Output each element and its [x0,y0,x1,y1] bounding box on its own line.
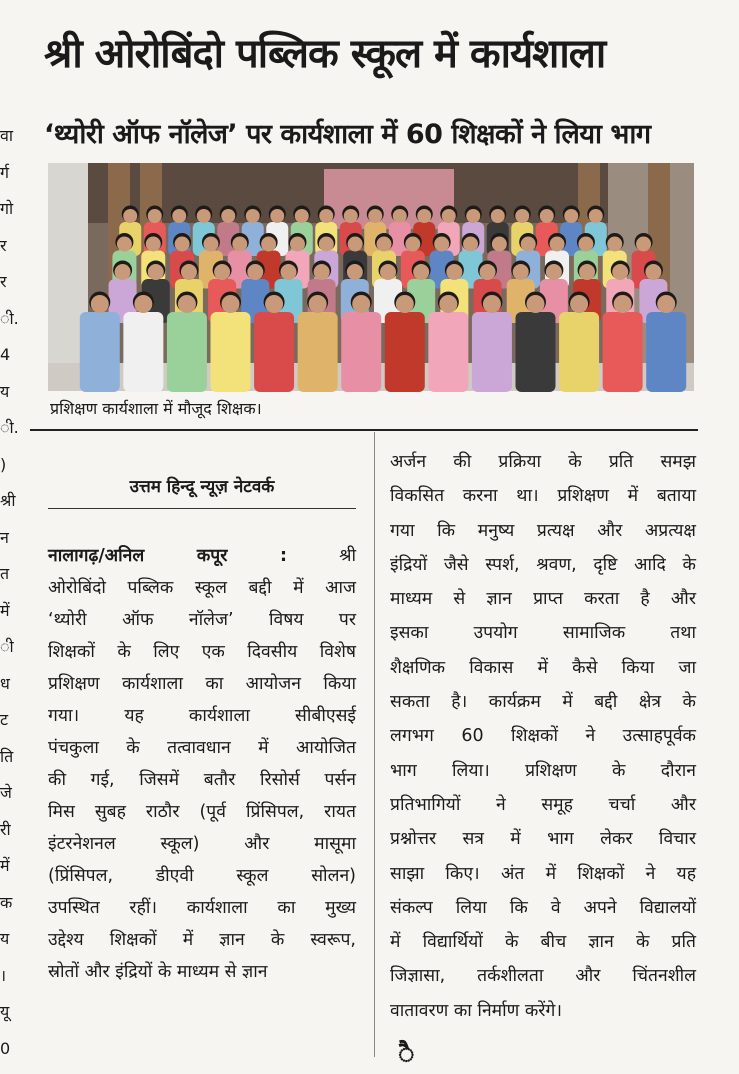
person-face [570,295,588,313]
person-face [261,237,276,252]
article-text-line: उपस्थित रहीं। कार्यशाला का मुख्य [48,898,356,918]
person-face [396,295,414,313]
article-text-line: साझा किए। अंत में शिक्षकों ने यह [390,863,696,884]
photo-caption: प्रशिक्षण कार्यशाला में मौजूद शिक्षक। [50,399,262,418]
person-face [270,209,284,223]
article-text-line: वातावरण का निर्माण करेंगे। [390,1000,562,1021]
article-column-right [390,445,696,1028]
person-figure [341,312,381,392]
person-face [309,295,327,313]
person-face [295,209,309,223]
person-figure [123,312,163,392]
person-face [480,264,496,280]
person-face [380,264,396,280]
person-face [527,295,545,313]
person-face [579,264,595,280]
adjacent-column-text: ति [0,746,14,766]
article-text-line: इंटरनेशनल स्कूल) और मासूमा [48,834,356,854]
person-figure [167,312,207,392]
article-text-line: प्रश्नोत्तर सत्र में भाग लेकर विचार [390,829,696,850]
person-figure [516,312,556,392]
article-text-line: में विद्यार्थियों के बीच ज्ञान के प्रति [390,932,696,953]
byline: उत्तम हिन्दू न्यूज़ नेटवर्क [129,477,275,497]
person-figure [428,312,468,392]
article-text-line: ‘थ्योरी ऑफ नॉलेज’ विषय पर [48,610,356,630]
person-face [91,295,109,313]
person-face [348,237,363,252]
article-text-line: पंचकुला के तत्वावधान में आयोजित [48,738,356,758]
article-text-line: संकल्प लिया कि वे अपने विद्यालयों [390,897,696,918]
person-face [442,209,456,223]
person-face [393,209,407,223]
person-face [352,295,370,313]
person-face [246,209,260,223]
article-text-line: लगभग 60 शिक्षकों ने उत्साहपूर्वक [390,726,696,747]
person-face [589,209,603,223]
person-face [265,295,283,313]
page-headline: श्री ओरोबिंदो पब्लिक स्कूल में कार्यशाला [44,31,606,77]
person-face [148,209,162,223]
person-face [417,209,431,223]
adjacent-column-text: य [0,381,10,401]
person-face [491,209,505,223]
group-photo [48,163,694,391]
article-text-line: विकसित करना था। प्रशिक्षण में बताया [390,486,696,507]
person-face [612,264,628,280]
person-face [564,209,578,223]
adjacent-column-text: क [0,892,13,912]
person-face [607,237,622,252]
person-face [123,209,137,223]
person-figure [603,312,643,392]
article-text-line: शिक्षकों के लिए एक दिवसीय विशेष [48,642,356,662]
person-face [614,295,632,313]
person-face [636,237,651,252]
adjacent-column-fragment [0,118,18,1067]
person-figure [211,312,251,392]
adjacent-column-text: 0 [0,1038,11,1058]
article-text-line: इसका उपयोग सामाजिक तथा [390,623,696,644]
person-face [181,264,197,280]
adjacent-column-text: ) [0,454,7,474]
person-face [439,295,457,313]
person-face [290,237,305,252]
person-face [540,209,554,223]
article-text-line: गया कि मनुष्य प्रत्यक्ष और अप्रत्यक्ष [390,520,696,541]
article-text-line: स्रोतों और इंद्रियों के माध्यम से ज्ञान [48,962,268,982]
adjacent-column-text: र्ग [0,162,10,182]
person-face [146,237,161,252]
article-text-line: अर्जन की प्रक्रिया के प्रति समझ [390,452,696,472]
person-face [515,209,529,223]
group-photo-illustration [48,163,694,391]
article-text-line: सकता है। कार्यक्रम में बद्दी क्षेत्र के [390,692,696,713]
adjacent-column-text: ी. [0,308,19,328]
person-figure [254,312,294,392]
adjacent-column-text: 4 [0,345,11,364]
adjacent-column-text: गो [0,199,14,218]
person-face [657,295,675,313]
article-text-line: जिज्ञासा, तर्कशीलता और चिंतनशील [390,966,696,987]
person-face [178,295,196,313]
person-face [344,209,358,223]
person-figure [472,312,512,392]
article-column-left [48,540,356,988]
person-face [446,264,462,280]
article-text-line: शैक्षणिक विकास में कैसे किया जा [390,657,696,678]
person-figure [298,312,338,392]
person-face [578,237,593,252]
person-face [172,209,186,223]
adjacent-column-text: में [0,856,10,875]
person-figure [646,312,686,392]
person-face [134,295,152,313]
article-text-line: उद्देश्य शिक्षकों में ज्ञान के स्वरूप, [48,930,356,950]
person-face [214,264,230,280]
person-face [521,237,536,252]
adjacent-column-text: में [0,600,10,620]
byline-rule [48,508,356,509]
person-face [319,237,334,252]
column-divider [374,432,375,1057]
article-text-line: ओरोबिंदो पब्लिक स्कूल बद्दी में आज [48,578,356,598]
person-figure [80,312,120,392]
person-face [368,209,382,223]
person-face [314,264,330,280]
adjacent-column-text: ी [0,637,14,656]
person-face [347,264,363,280]
person-face [434,237,449,252]
person-face [175,237,190,252]
person-face [148,264,164,280]
adjacent-column-text: ट [0,710,9,729]
page-subheadline: ‘थ्योरी ऑफ नॉलेज’ पर कार्यशाला में 60 शिक्षकों ने लिया भाग [44,119,651,150]
person-face [513,264,529,280]
person-face [405,237,420,252]
person-face [492,237,507,252]
person-face [546,264,562,280]
person-face [247,264,263,280]
person-face [413,264,429,280]
person-face [377,237,392,252]
article-text-line: प्रतिभागियों ने समूह चर्चा और [390,794,696,815]
person-face [232,237,247,252]
adjacent-column-text: जे [0,783,12,802]
person-face [466,209,480,223]
person-face [645,264,661,280]
person-face [222,295,240,313]
person-face [115,264,131,280]
article-text-line: भाग लिया। प्रशिक्षण के दौरान [390,760,696,781]
article-text-line: की गई, जिसमें बतौर रिसोर्स पर्सन [48,770,356,790]
adjacent-column-text: र [0,235,7,255]
adjacent-column-text: य [0,929,10,948]
adjacent-column-text: ी. [0,418,19,437]
adjacent-column-text: न [0,527,9,547]
person-figure [385,312,425,392]
person-face [319,209,333,223]
person-face [203,237,218,252]
article-text-line: गया। यह कार्यशाला सीबीएसई [48,706,356,726]
person-face [463,237,478,252]
adjacent-column-text: ध [0,673,10,693]
section-rule [30,429,698,431]
article-text-line: इंद्रियों जैसे स्पर्श, श्रवण, दृष्टि आदि के [390,554,696,575]
adjacent-column-text: री [0,819,11,839]
presentation-screen [324,169,454,229]
person-face [117,237,132,252]
article-text-line: प्रशिक्षण कार्यशाला का आयोजन किया [48,674,356,694]
adjacent-column-text: त [0,564,10,583]
person-face [550,237,565,252]
person-face [221,209,235,223]
adjacent-column-text: यू [0,1002,10,1021]
dateline: नालागढ़/अनिल कपूर : [48,546,287,566]
article-text-line: माध्यम से ज्ञान प्राप्त करता है और [390,589,696,610]
person-figure [559,312,599,392]
person-face [197,209,211,223]
adjacent-column-text: श्री [0,491,16,510]
article-text-line: नालागढ़/अनिल कपूर : श्री [48,546,356,566]
article-text-line: (प्रिंसिपल, डीएवी स्कूल सोलन) [48,866,356,886]
adjacent-column-text: वा [0,126,14,145]
person-face [280,264,296,280]
adjacent-column-text: र [0,272,7,291]
person-face [483,295,501,313]
adjacent-column-text: । [0,965,7,985]
article-text-line: मिस सुबह राठौर (पूर्व प्रिंसिपल, रायत [48,802,356,822]
next-article-headline-fragment: ै [398,1037,415,1070]
